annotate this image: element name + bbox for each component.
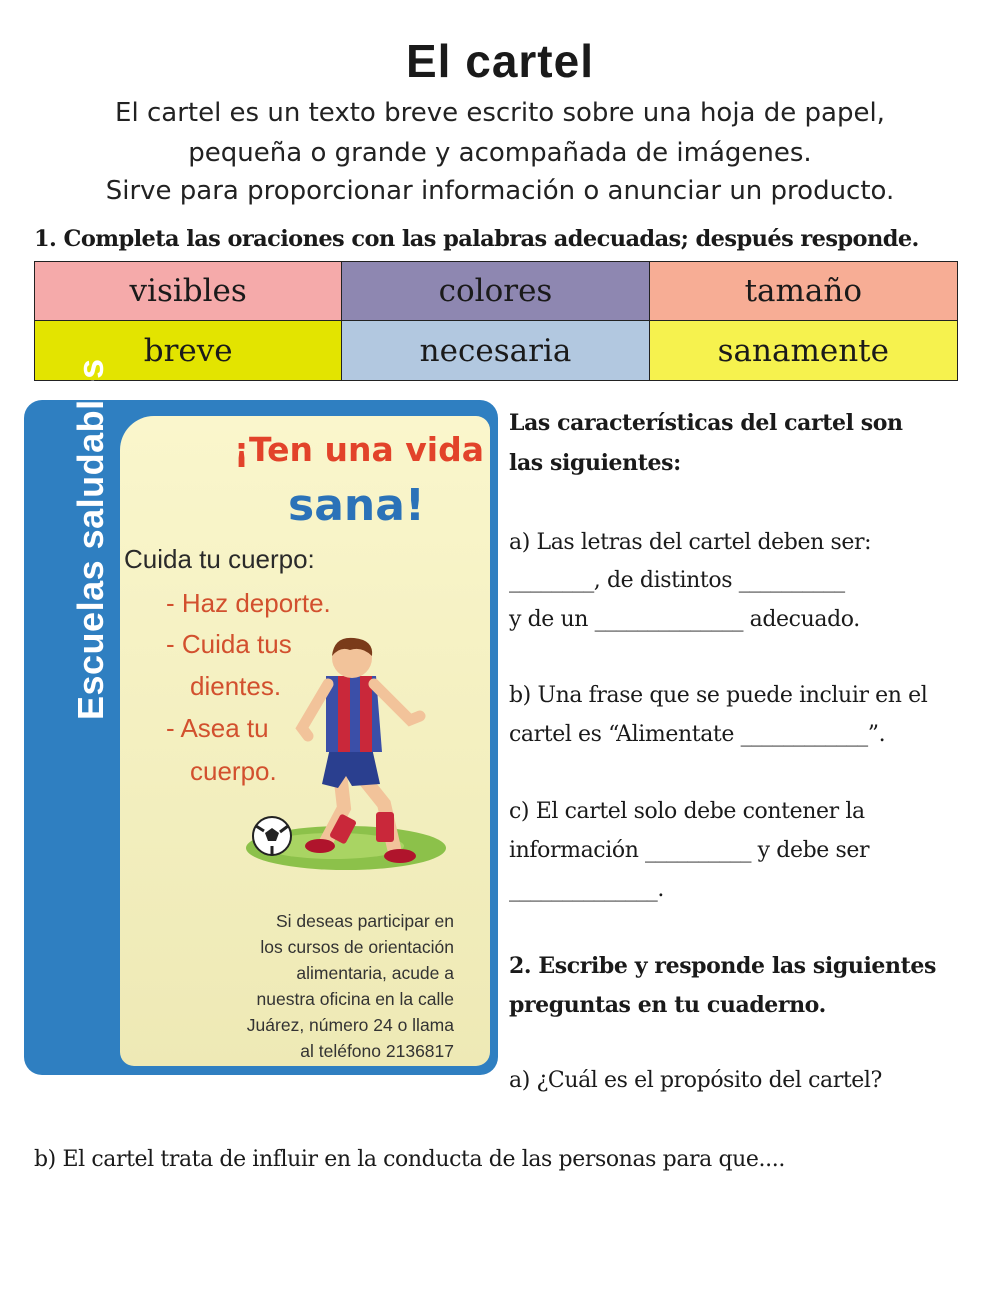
question-2a: a) ¿Cuál es el propósito del cartel? [509,1068,882,1093]
poster-tip: - Haz deporte. [166,588,331,618]
player-shoe [305,839,335,853]
poster-info-line: los cursos de orientación [260,937,454,957]
player-arm [302,684,328,736]
section2-heading: preguntas en tu cuaderno. [509,992,826,1018]
characteristics-heading: Las características del cartel son [509,410,903,436]
question-c-line: c) El cartel solo debe contener la [509,799,865,824]
poster-heading: Cuida tu cuerpo: [124,544,315,574]
question-a-blank-line[interactable]: ________, de distintos __________ [509,568,845,593]
question-b-blank-line[interactable]: cartel es “Alimentate ____________”. [509,722,886,747]
question-a-line: a) Las letras del cartel deben ser: [509,530,872,555]
poster-tip: - Asea tu [166,713,269,743]
player-arm [374,684,420,720]
poster-info-line: alimentaria, acude a [296,963,454,983]
poster-info-line: al teléfono 2136817 [300,1041,454,1061]
poster-tip: - Cuida tus [166,629,292,659]
word-bank-cell[interactable]: visibles [35,262,342,321]
poster-info-line: Juárez, número 24 o llama [246,1015,454,1035]
word-bank-cell[interactable]: breve [35,321,342,380]
word-bank-table [34,261,958,381]
poster-headline: ¡Ten una vida [234,430,484,469]
shirt-stripe [338,676,350,752]
word-bank-cell[interactable]: sanamente [650,321,957,380]
section2-heading: 2. Escribe y responde las siguientes [509,953,936,979]
question-a-blank-line[interactable]: y de un ______________ adecuado. [509,607,860,632]
question-c-blank-line[interactable]: ______________. [509,877,664,902]
word-bank-cell[interactable]: necesaria [342,321,649,380]
word-bank-cell[interactable]: colores [342,262,649,321]
intro-line-3: Sirve para proporcionar información o anunciar un producto. [105,176,895,206]
poster-headline-sana: sana! [288,480,425,531]
poster-info-line: nuestra oficina en la calle [256,989,454,1009]
poster-tip: dientes. [190,671,282,701]
soccer-player-illustration [234,636,448,886]
question-2b: b) El cartel trata de influir en la conducta de las personas para que.... [34,1147,785,1172]
player-sock [376,812,394,842]
player-shorts [322,748,380,788]
question-c-blank-line[interactable]: información __________ y debe ser [509,838,870,863]
word-bank-cell[interactable]: tamaño [650,262,957,321]
characteristics-heading: las siguientes: [509,450,681,476]
intro-line-1: El cartel es un texto breve escrito sobre una hoja de papel, [115,98,885,128]
instruction-1: 1. Completa las oraciones con las palabras adecuadas; después responde. [34,226,919,252]
poster-info-line: Si deseas participar en [275,911,454,931]
question-b-line: b) Una frase que se puede incluir en el [509,683,928,708]
page-title: El cartel [406,35,594,87]
poster-tip: cuerpo. [190,756,277,786]
intro-line-2: pequeña o grande y acompañada de imágenes. [188,138,812,168]
player-shoe [384,849,416,863]
